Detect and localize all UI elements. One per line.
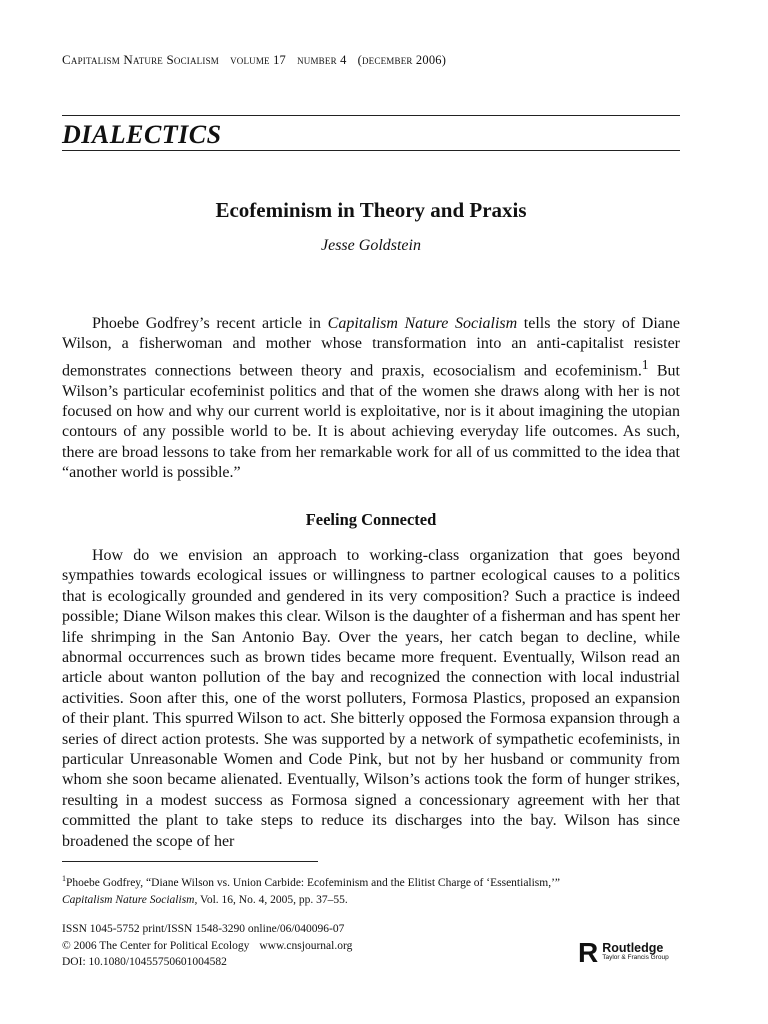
journal-url: www.cnsjournal.org	[259, 939, 353, 952]
publisher-group: Taylor & Francis Group	[602, 954, 669, 961]
article-author: Jesse Goldstein	[321, 237, 421, 254]
footnote-rule	[62, 861, 318, 862]
routledge-r-icon: R	[578, 937, 599, 968]
journal-name: Capitalism Nature Socialism	[62, 52, 219, 67]
section-heading: Feeling Connected	[305, 510, 437, 529]
section-bottom-rule	[62, 150, 680, 151]
article-title: Ecofeminism in Theory and Praxis	[215, 198, 527, 222]
publisher-name: Routledge	[602, 941, 664, 955]
journal-title-italic: Capitalism Nature Socialism	[327, 315, 518, 332]
number-label: number 4	[297, 53, 347, 67]
section-label: DIALECTICS	[62, 120, 222, 149]
running-head	[62, 52, 446, 68]
doi-line: DOI: 10.1080/10455750601004582	[62, 956, 227, 968]
footnote: $^1$Phoebe Godfrey, “Diane Wilson vs. Union Carbide: Ecofeminism and the Elitist Charge of ‘Essentialism,’” Capitalism Nature Socialism, Vol. 16, No. 4, 2005, pp. 37–55.	[62, 874, 561, 906]
intro-paragraph: Phoebe Godfrey’s recent article in Capitalism Nature Socialism tells the story of Diane Wilson, a fisherwoman and mother whose transformation into an anti-capitalist resister demonstrates connections between theory and praxis, ecosocialism and ecofeminism.$^1$ But Wilson’s particular ecofeminist politics and that of the women she draws along with her is not focused on how and why our current world is exploitative, nor is it about imagining the utopian contours of any possible world to be. It is about achieving everyday life outcomes. As such, there are broad lessons to take from her remarkable work for all of us committed to the idea that “another world is possible.”	[62, 315, 680, 482]
publication-info	[62, 921, 352, 971]
section-top-rule	[62, 115, 680, 116]
issn-line: ISSN 1045-5752 print/ISSN 1548-3290 online/06/040096-07	[62, 923, 345, 935]
body-paragraph: How do we envision an approach to working-class organization that goes beyond sympathies towards ecological issues or willingness to partner ecological causes to a politics that is ecologically grounded and gendered in its very composition? Such a practice is indeed possible; Diane Wilson makes this clear. Wilson is the daughter of a fisherman and has spent her life shrimping in the San Antonio Bay. Over the years, her catch began to decline, while abnormal occurrences such as brown tides became more frequent. Eventually, Wilson read an article about wanton pollution of the bay and recognized the connection with local industrial activities. Soon after this, one of the worst polluters, Formosa Plastics, proposed an expansion of their plant. This spurred Wilson to act. She bitterly opposed the Formosa expansion through a series of direct action protests. She was supported by a network of sympathetic ecofeminists, in particular Unreasonable Women and Code Pink, but not by her husband or community from whom she soon became alienated. Eventually, Wilson’s actions took the form of hunger strikes, resulting in a modest success as Formosa signed a concessionary agreement with her that committed the plant to take steps to reduce its discharges into the bay. Wilson has since broadened the scope of her	[62, 547, 680, 850]
publisher-logo	[578, 937, 669, 968]
copyright-line: © 2006 The Center for Political Ecology www.cnsjournal.org	[62, 939, 353, 952]
footnote-ref: 1	[641, 356, 649, 372]
volume-label: volume 17	[230, 53, 286, 67]
issue-date: (december 2006)	[357, 53, 447, 67]
footnote-marker: 1	[62, 874, 66, 883]
